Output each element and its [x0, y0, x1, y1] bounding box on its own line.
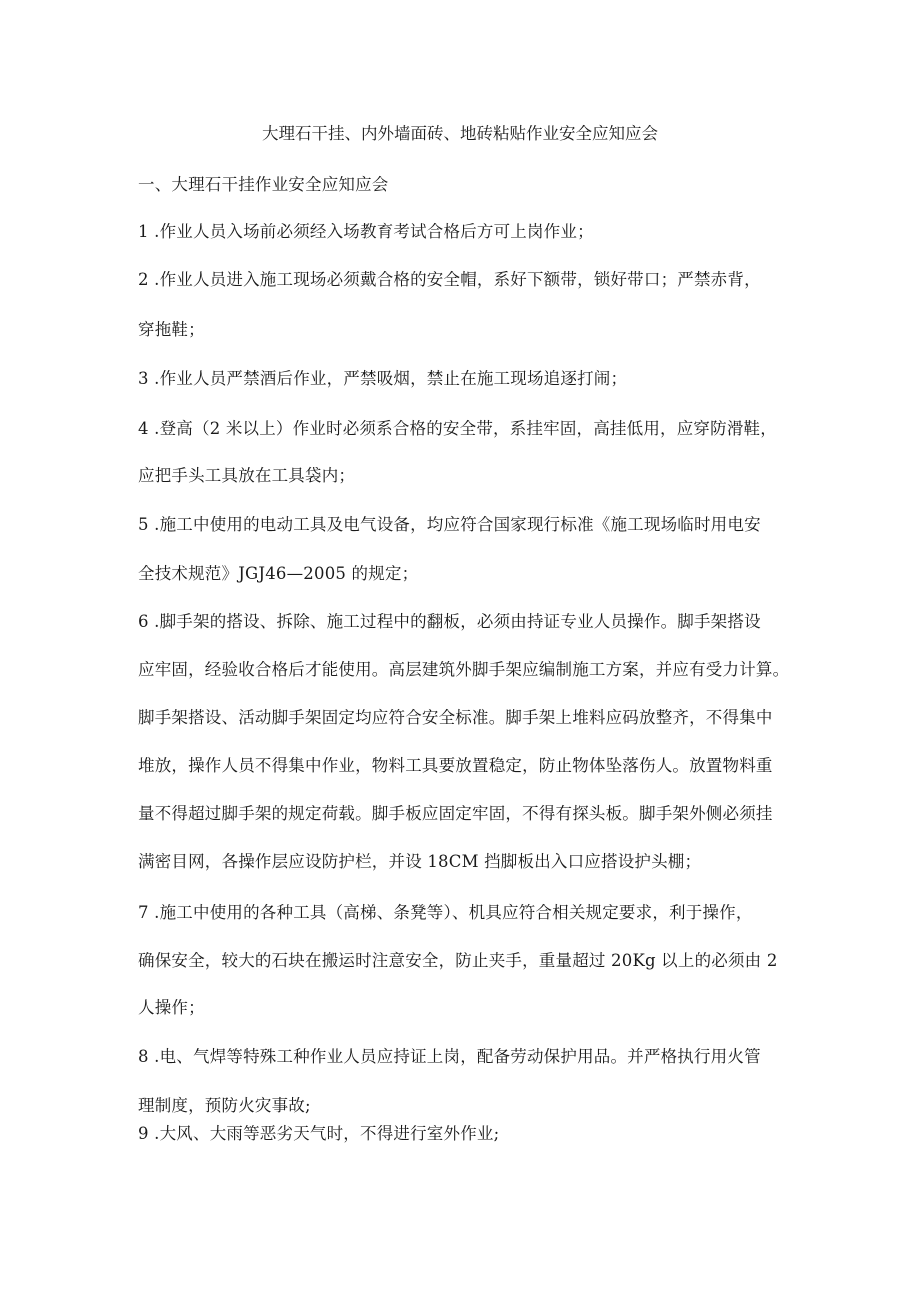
paragraph-line: 堆放，操作人员不得集中作业，物料工具要放置稳定，防止物体坠落伤人。放置物料重: [138, 756, 773, 775]
paragraph-line: 全技术规范》JGJ46—2005 的规定；: [138, 564, 419, 583]
paragraph-line: 6 .脚手架的搭设、拆除、施工过程中的翻板，必须由持证专业人员操作。脚手架搭设: [138, 612, 761, 631]
paragraph-line: 5 .施工中使用的电动工具及电气设备，均应符合国家现行标准《施工现场临时用电安: [138, 515, 761, 534]
paragraph-line: 3 .作业人员严禁酒后作业，严禁吸烟，禁止在施工现场追逐打闹；: [138, 369, 628, 388]
paragraph-line: 9 .大风、大雨等恶劣天气时，不得进行室外作业;: [138, 1124, 500, 1143]
paragraph-line: 8 .电、气焊等特殊工种作业人员应持证上岗，配备劳动保护用品。并严格执行用火管: [138, 1047, 761, 1066]
paragraph-line: 脚手架搭设、活动脚手架固定均应符合安全标准。脚手架上堆料应码放整齐，不得集中: [138, 708, 773, 727]
paragraph-line: 2 .作业人员进入施工现场必须戴合格的安全帽，系好下额带，锁好带口；严禁赤背，: [138, 270, 761, 289]
paragraph-line: 满密目网，各操作层应设防护栏，并设 18CM 挡脚板出入口应搭设护头棚；: [138, 852, 702, 871]
paragraph-line: 应牢固，经验收合格后才能使用。高层建筑外脚手架应编制施工方案，并应有受力计算。: [138, 660, 790, 679]
paragraph-line: 7 .施工中使用的各种工具（高梯、条凳等）、机具应符合相关规定要求，利于操作，: [138, 903, 753, 922]
paragraph-line: 4 .登高（2 米以上）作业时必须系合格的安全带，系挂牢固，高挂低用，应穿防滑鞋，: [138, 419, 777, 438]
paragraph-line: 1 .作业人员入场前必须经入场教育考试合格后方可上岗作业；: [138, 222, 594, 241]
paragraph-line: 理制度，预防火灾事故;: [138, 1096, 311, 1115]
paragraph-line: 穿拖鞋；: [138, 320, 205, 339]
section-heading: 一、大理石干挂作业安全应知应会: [138, 175, 389, 194]
paragraph-line: 应把手头工具放在工具袋内；: [138, 466, 356, 485]
document-title: 大理石干挂、内外墙面砖、地砖粘贴作业安全应知应会: [262, 124, 658, 143]
paragraph-line: 量不得超过脚手架的规定荷载。脚手板应固定牢固，不得有探头板。脚手架外侧必须挂: [138, 804, 773, 823]
paragraph-line: 确保安全，较大的石块在搬运时注意安全，防止夹手，重量超过 20Kg 以上的必须由 2: [138, 951, 778, 970]
paragraph-line: 人操作；: [138, 998, 205, 1017]
